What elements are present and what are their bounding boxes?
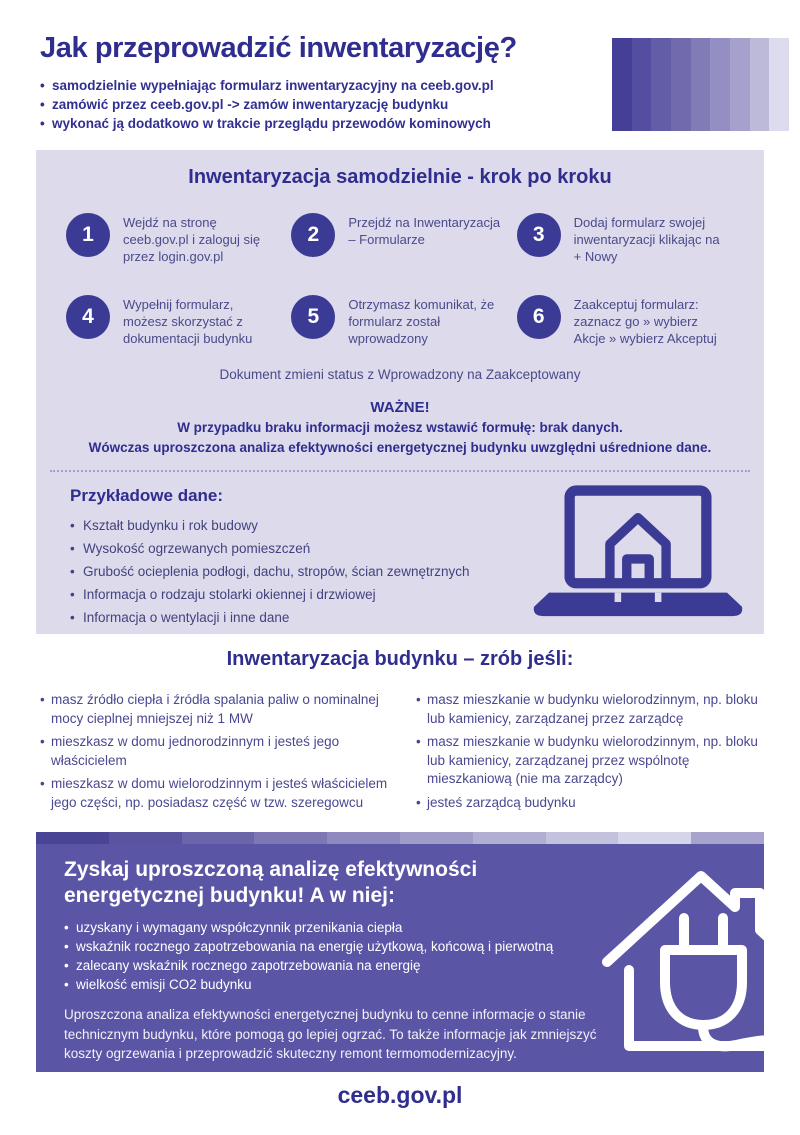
step-number-badge: 5 [291, 295, 335, 339]
benefits-section [36, 832, 764, 1072]
benefit-item: • wskaźnik rocznego zapotrzebowania na energię użytkową, końcową i pierwotną [64, 937, 629, 956]
important-line: W przypadku braku informacji możesz wstawić formułę: brak danych. [177, 420, 623, 435]
example-data-list [70, 514, 469, 629]
house-with-plug-icon [599, 856, 764, 1071]
steps-section [36, 150, 764, 634]
condition-item: • masz mieszkanie w budynku wielorodzinnym, np. bloku lub kamienicy, zarządzanej przez wspólnotę mieszkaniową (nie ma zarządcy) [416, 733, 764, 789]
condition-item: • mieszkasz w domu jednorodzinnym i jesteś jego właścicielem [40, 733, 388, 770]
step-item [291, 213, 516, 265]
example-data-row [70, 480, 750, 629]
dotted-divider [50, 470, 750, 472]
step-text: Przejdź na Inwentaryzacja – Formularze [348, 215, 501, 247]
step-number-badge: 1 [66, 213, 110, 257]
gradient-stripe-bar [36, 832, 764, 844]
step-item [66, 213, 291, 265]
step-item [517, 295, 742, 347]
conditions-columns [40, 691, 764, 817]
step-number-badge: 3 [517, 213, 561, 257]
step-number-badge: 4 [66, 295, 110, 339]
status-note: Dokument zmieni status z Wprowadzony na Zaakceptowany [219, 367, 581, 382]
conditions-section [36, 648, 764, 817]
step-text: Dodaj formularz swojej inwentaryzacji klikając na + Nowy [573, 215, 720, 264]
footer-site-url: ceeb.gov.pl [337, 1082, 463, 1108]
example-data-block [70, 480, 469, 629]
step-item [291, 295, 516, 347]
benefits-section-title: Zyskaj uproszczoną analizę efektywności energetycznej budynku! A w niej: [64, 858, 478, 907]
step-text: Otrzymasz komunikat, że formularz został wprowadzony [348, 297, 495, 346]
condition-item: • jesteś zarządcą budynku [416, 794, 764, 813]
example-data-item: • Grubość ocieplenia podłogi, dachu, stropów, ścian zewnętrznych [70, 560, 469, 583]
conditions-right-list [416, 691, 764, 817]
steps-section-title: Inwentaryzacja samodzielnie - krok po kroku [188, 166, 612, 188]
example-data-title: Przykładowe dane: [70, 486, 224, 505]
conditions-left-list [40, 691, 388, 817]
conditions-section-title: Inwentaryzacja budynku – zrób jeśli: [226, 648, 574, 670]
steps-grid [66, 213, 742, 347]
footer [0, 1082, 800, 1109]
benefit-item: • zalecany wskaźnik rocznego zapotrzebowania na energię [64, 956, 629, 975]
laptop-with-house-icon [532, 484, 744, 629]
step-text: Wejdź na stronę ceeb.gov.pl i zaloguj się przez login.gov.pl [123, 215, 261, 264]
benefits-list [64, 918, 629, 994]
example-data-item: • Kształt budynku i rok budowy [70, 514, 469, 537]
important-heading: WAŻNE! [370, 399, 430, 416]
intro-bullet-list [40, 76, 605, 133]
condition-item: • mieszkasz w domu wielorodzinnym i jesteś właścicielem jego części, np. posiadasz część w tzw. szeregowcu [40, 775, 388, 812]
intro-bullet: • samodzielnie wypełniając formularz inwentaryzacyjny na ceeb.gov.pl [40, 76, 605, 95]
benefit-item: • uzyskany i wymagany współczynnik przenikania ciepła [64, 918, 629, 937]
benefits-paragraph: Uproszczona analiza efektywności energetycznej budynku to cenne informacje o stanie technicznym budynku, które pomogą go lepiej ogrzać. To także informacje jak zmniejszyć koszty ogrzewania i przeprowadzić skuteczny remont termomodernizacyjny. [64, 1007, 597, 1061]
step-number-badge: 6 [517, 295, 561, 339]
example-data-item: • Informacja o rodzaju stolarki okiennej i drzwiowej [70, 583, 469, 606]
intro-bullet: • zamówić przez ceeb.gov.pl -> zamów inwentaryzację budynku [40, 95, 605, 114]
benefit-item: • wielkość emisji CO2 budynku [64, 975, 629, 994]
step-number-badge: 2 [291, 213, 335, 257]
step-item [517, 213, 742, 265]
step-text: Zaakceptuj formularz: zaznacz go » wybierz Akcje » wybierz Akceptuj [573, 297, 717, 346]
intro-bullet: • wykonać ją dodatkowo w trakcie przeglądu przewodów kominowych [40, 114, 605, 133]
step-item [66, 295, 291, 347]
page-title: Jak przeprowadzić inwentaryzację? [40, 32, 517, 64]
condition-item: • masz źródło ciepła i źródła spalania paliw o nominalnej mocy cieplnej mniejszej niż 1 MW [40, 691, 388, 728]
condition-item: • masz mieszkanie w budynku wielorodzinnym, np. bloku lub kamienicy, zarządzanej przez zarządcę [416, 691, 764, 728]
step-text: Wypełnij formularz, możesz skorzystać z dokumentacji budynku [123, 297, 253, 346]
example-data-item: • Informacja o wentylacji i inne dane [70, 606, 469, 629]
gradient-stripes-decoration [612, 38, 789, 131]
header-text [40, 32, 605, 133]
important-line: Wówczas uproszczona analiza efektywności energetycznej budynku uwzględni uśrednione dane. [88, 440, 712, 455]
example-data-item: • Wysokość ogrzewanych pomieszczeń [70, 537, 469, 560]
